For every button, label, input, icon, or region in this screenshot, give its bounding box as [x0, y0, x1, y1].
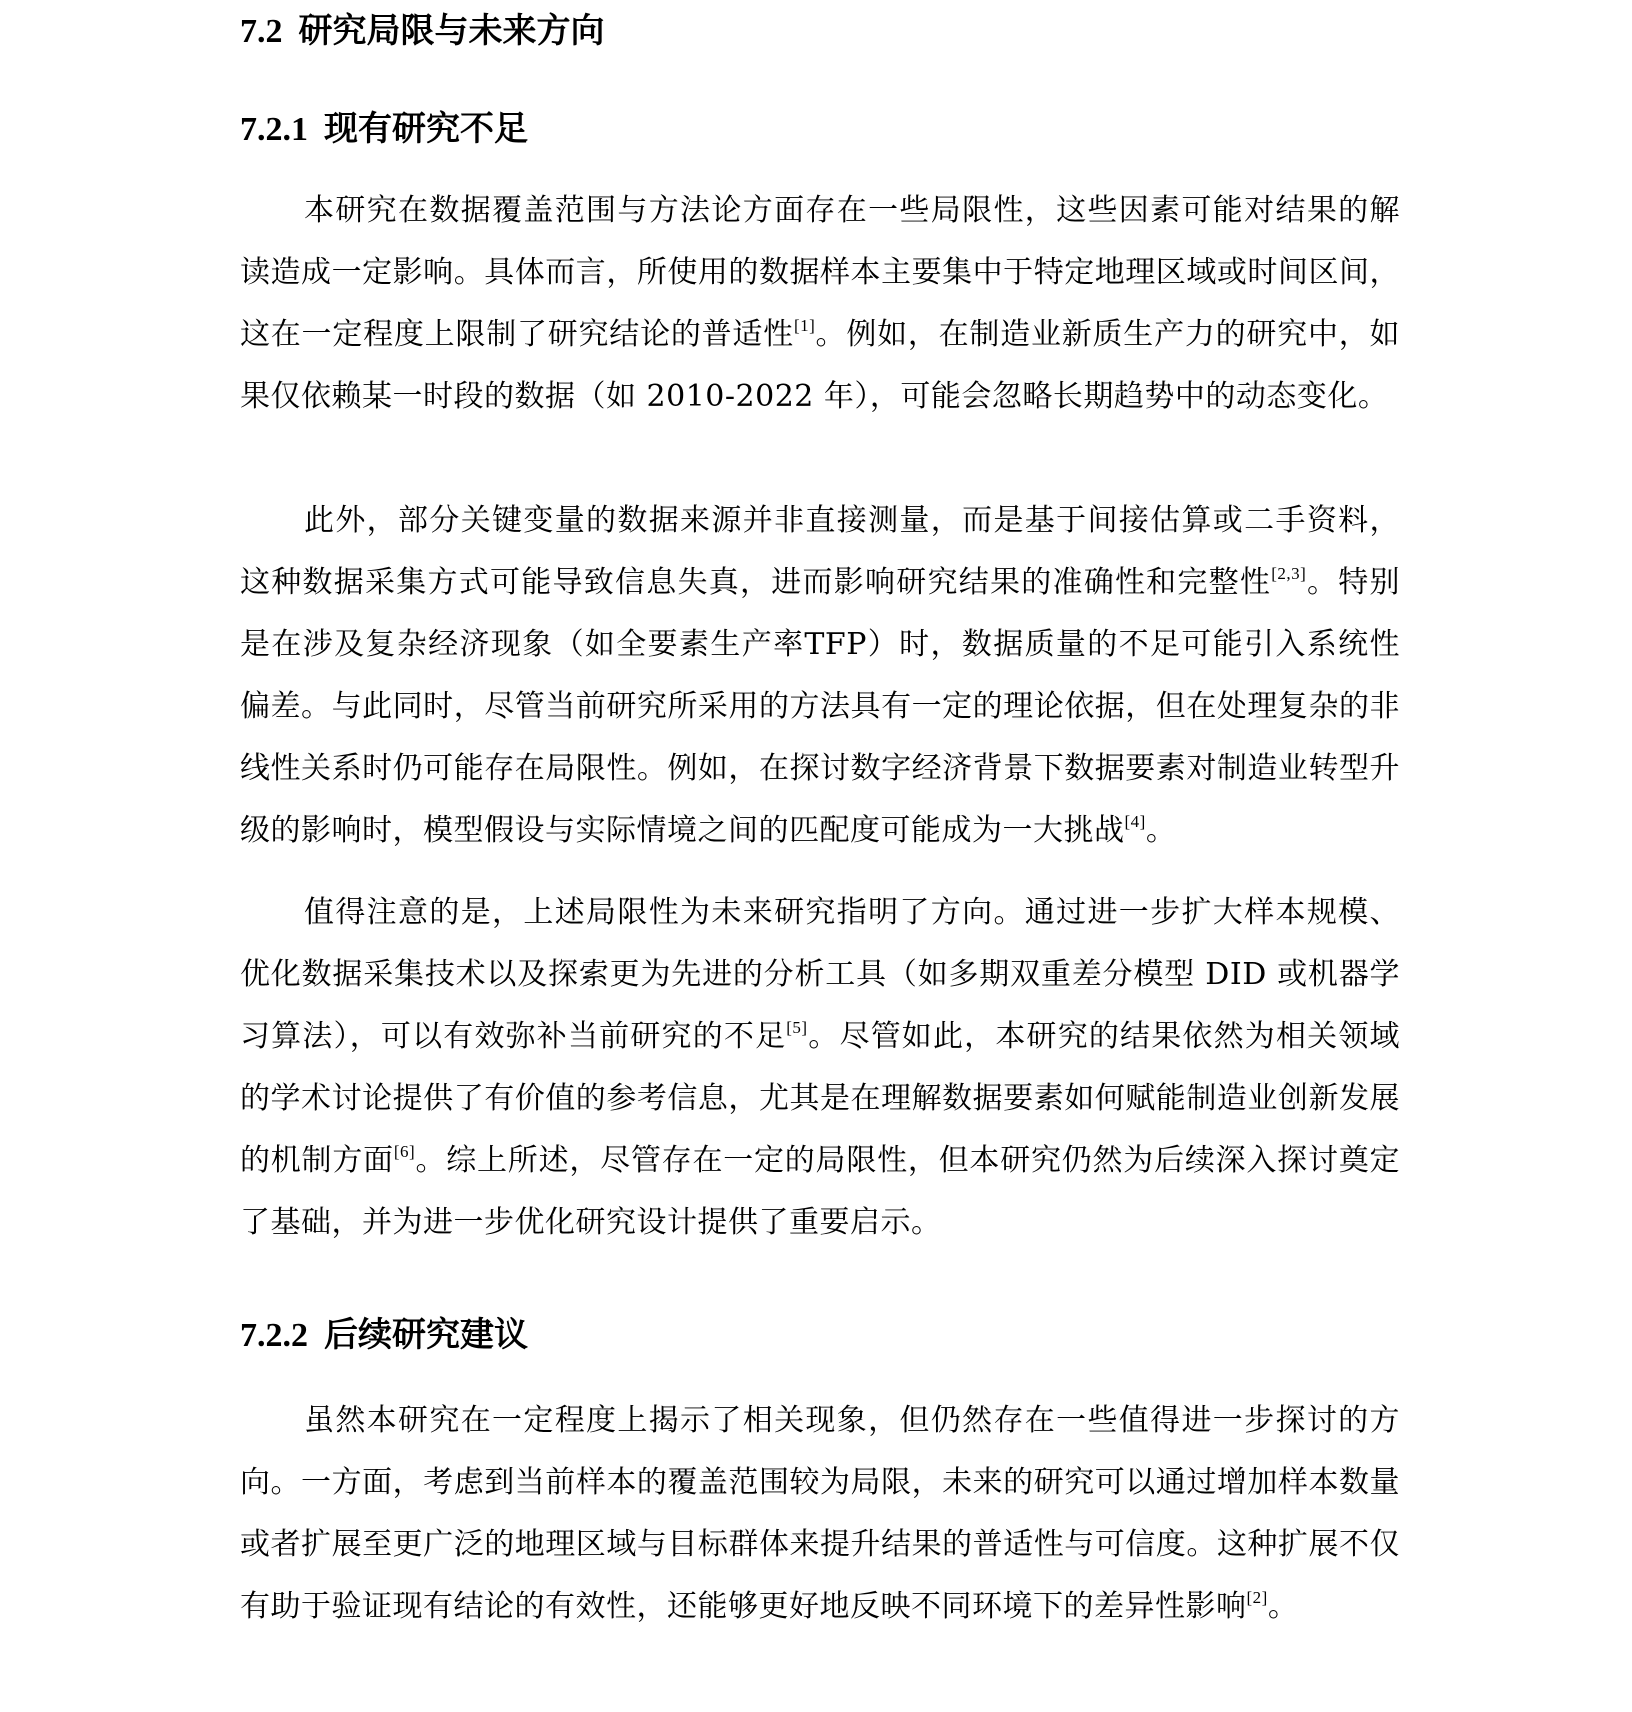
citation[interactable]: [5] [786, 1018, 808, 1037]
subsection-title: 后续研究建议 [324, 1315, 528, 1355]
paragraph-future-research: 虽然本研究在一定程度上揭示了相关现象，但仍然存在一些值得进一步探讨的方向。一方面，考虑到当前样本的覆盖范围较为局限，未来的研究可以通过增加样本数量或者扩展至更广泛的地理区域与目标群体来提升结果的普适性与可信度。这种扩展不仅有助于验证现有结论的有效性，还能够更好地反映不同环境下的差异性影响[2]。 [240, 1403, 1400, 1624]
citation[interactable]: [4] [1124, 812, 1146, 831]
subsection-heading-1 [240, 104, 528, 155]
paragraph-limitations-data: 本研究在数据覆盖范围与方法论方面存在一些局限性，这些因素可能对结果的解读造成一定影响。具体而言，所使用的数据样本主要集中于特定地理区域或时间区间，这在一定程度上限制了研究结论的普适性[1]。例如，在制造业新质生产力的研究中，如果仅依赖某一时段的数据（如 2010-2022 年），可能会忽略长期趋势中的动态变化。 [240, 193, 1401, 414]
subsection-number: 7.2.1 [240, 111, 308, 148]
paragraph-limitations-method: 此外，部分关键变量的数据来源并非直接测量，而是基于间接估算或二手资料，这种数据采集方式可能导致信息失真，进而影响研究结果的准确性和完整性[2,3]。特别是在涉及复杂经济现象（如全要素生产率TFP）时，数据质量的不足可能引入系统性偏差。与此同时，尽管当前研究所采用的方法具有一定的理论依据，但在处理复杂的非线性关系时仍可能存在局限性。例如，在探讨数字经济背景下数据要素对制造业转型升级的影响时，模型假设与实际情境之间的匹配度可能成为一大挑战[4]。 [240, 503, 1401, 848]
citation[interactable]: [1] [793, 316, 816, 335]
subsection-number: 7.2.2 [240, 1317, 308, 1354]
section-number: 7.2 [240, 13, 283, 50]
subsection-heading-2 [240, 1310, 528, 1361]
citation[interactable]: [6] [393, 1142, 416, 1161]
section-title: 研究局限与未来方向 [298, 11, 605, 51]
subsection-title: 现有研究不足 [324, 109, 528, 149]
section-heading [240, 6, 605, 57]
paragraph-limitations-outlook: 值得注意的是，上述局限性为未来研究指明了方向。通过进一步扩大样本规模、优化数据采集技术以及探索更为先进的分析工具（如多期双重差分模型 DID 或机器学习算法），可以有效弥补当前研究的不足[5]。尽管如此，本研究的结果依然为相关领域的学术讨论提供了有价值的参考信息，尤其是在理解数据要素如何赋能制造业创新发展的机制方面[6]。综上所述，尽管存在一定的局限性，但本研究仍然为后续深入探讨奠定了基础，并为进一步优化研究设计提供了重要启示。 [240, 895, 1401, 1240]
citation[interactable]: [2,3] [1271, 564, 1307, 583]
citation[interactable]: [2] [1246, 1588, 1268, 1607]
